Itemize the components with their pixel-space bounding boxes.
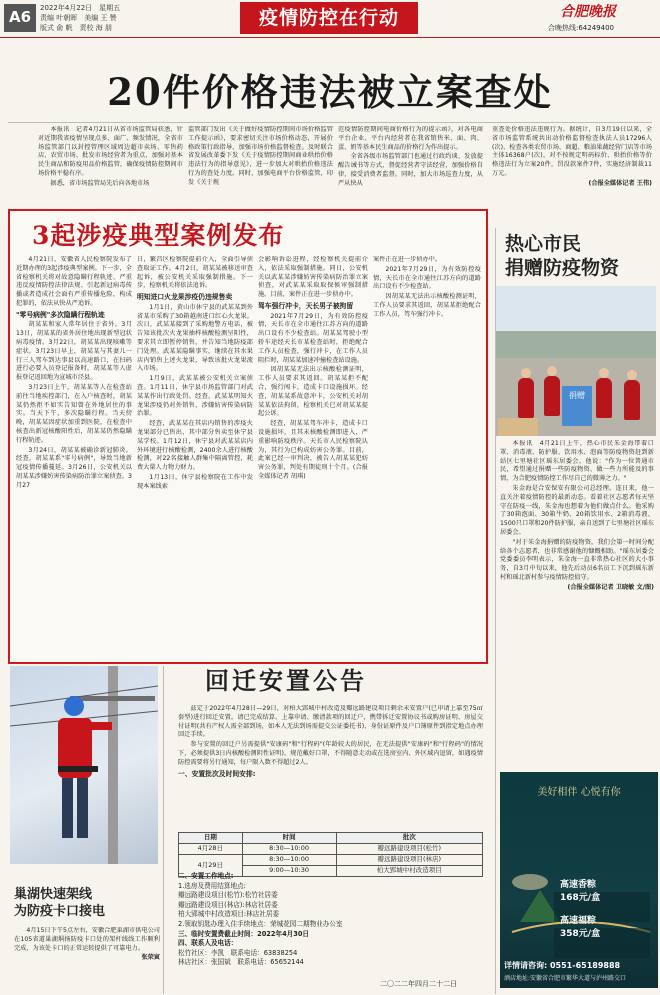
top-article-para: 据悉，省市场监管局先后向各地市场 bbox=[50, 179, 150, 187]
product-price: 168元/盒 bbox=[560, 892, 601, 903]
ad-product-1 bbox=[560, 879, 600, 905]
byline: 张荣寅 bbox=[141, 954, 160, 962]
paragraph: 因胡某某无法出示核酸检测证明，工作人员要求其返回。胡某某拒不配合，强行闯卡，造成卡口设施损坏。经查，胡某某系故意冲卡，公安机关对胡某某依法拘留，检察机关已对胡某某提起公诉。 bbox=[258, 366, 368, 418]
paragraph: 1月9日，武某某被公安机关立案侦查。1月11日，休宁县市场监管部门对武某某作出行政处罚。经查，武某某明知火龙果涉疫仍对外销售，涉嫌妨害传染病防治罪。 bbox=[137, 375, 253, 418]
cell: 8:30—10:00 bbox=[242, 855, 336, 866]
header-meta bbox=[40, 3, 120, 33]
cell: 瓣远路建设项目(林店) bbox=[336, 855, 483, 866]
paragraph: "对于朱金海捐赠的防疫物资，我们会第一时间分配给各个志愿者，也非常感谢他的慷慨相助。"瑶东居委会党委委员李明表示，朱金海一直非常热心社区的大小事务，自3月中旬以来，他先后动员6名员工下沉到瑶东新村和瑶北新村参与疫情防控值守。 bbox=[500, 538, 654, 581]
safety-belt bbox=[58, 766, 98, 772]
right-story-title bbox=[505, 232, 655, 280]
detail-line: 四、联系人及电话： bbox=[178, 939, 238, 948]
product-price: 358元/盒 bbox=[560, 928, 601, 939]
paragraph: 会影响诉讼进程，经检察机关提前介入，依法采取强制措施。同日，公安机关以武某某涉嫌妨害传染病防治罪立案侦查，对武某某采取取保候审强制措施。目前，案件正在进一步侦办中。 bbox=[258, 256, 368, 299]
case-subhead: 明知进口火龙果涉疫仍违规售卖 bbox=[137, 293, 233, 302]
column-divider bbox=[163, 666, 164, 994]
schedule-table bbox=[178, 832, 483, 877]
cell: 4月28日 bbox=[179, 844, 243, 855]
pole bbox=[108, 666, 118, 864]
table-row bbox=[179, 844, 483, 855]
cell: 9:00—10:30 bbox=[242, 866, 336, 877]
notice-date: 二〇二二年四月二十二日 bbox=[380, 980, 457, 988]
helmet bbox=[64, 696, 84, 716]
person-figure bbox=[624, 380, 640, 420]
row-divider bbox=[8, 122, 652, 123]
person-figure bbox=[544, 376, 560, 416]
ad-headline: 美好相伴 心悦有你 bbox=[537, 787, 621, 798]
case-col1 bbox=[16, 256, 132, 656]
byline: (合报全媒体记者 卫晓敏 文/图) bbox=[567, 583, 654, 591]
notice-title: 回迁安置公告 bbox=[205, 666, 367, 695]
schedule-heading: 一、安置批次及时间安排: bbox=[178, 769, 256, 778]
case-subhead: "零号病例"多次隐瞒行程轨迹 bbox=[16, 310, 105, 319]
table-row bbox=[179, 855, 483, 866]
top-article-para: 本报讯 记者4月21日从省市场监管局获悉，针对近期我省疫情呈现点多、面广、频发情况，全省市场监管部门以封控管理区域周边超市卖场、零售药店、农贸市场、批发市场经营者为重点，加强对基本民生商品和防疫用品价格监管，确保疫情防控期间市场价格平稳有序。 bbox=[38, 126, 183, 177]
paragraph: 日，繁昌区检察院提前介入，全面引导侦查取证工作。4月2日，胡某某被移送审查起诉，被公安机关采取强制措施。下一步，检察机关将依法追诉。 bbox=[137, 256, 253, 290]
issue-date: 2022年4月22日 星期五 bbox=[40, 4, 121, 12]
cell: 4月29日 bbox=[179, 855, 243, 877]
title-line: 为防疫卡口接电 bbox=[14, 904, 106, 919]
person-figure bbox=[518, 378, 534, 418]
title-line: 捐赠防疫物资 bbox=[505, 257, 620, 279]
notice-details bbox=[178, 872, 483, 968]
paragraph: 1月13日，休宁县检察院在工作中发现本案线索 bbox=[137, 473, 253, 490]
ad-phone: 详情请咨询: 0551-65189888 bbox=[504, 961, 621, 970]
supply-boxes bbox=[498, 418, 538, 436]
hotline: 合晚热线:64249400 bbox=[548, 24, 614, 32]
cell: 8:30—10:00 bbox=[242, 844, 336, 855]
cell: 柏大郢城中村改造项目 bbox=[336, 866, 483, 877]
person-figure bbox=[596, 378, 612, 418]
paragraph: 3月23日上午，胡某某等人在检查站前往当地疾控部门，在入户核查时，胡某某仍然拒不如实告知曾在外地居住的事实。当天下午，多次隐瞒行程。当天傍晚，胡某某因症状加重到医院，在检查中核查出新冠核酸阳性后，胡某某仍然隐瞒行程轨迹。 bbox=[16, 384, 132, 444]
paragraph: 3月24日，胡某某被确诊新冠肺炎。经查，胡某某系"零号病例"，导致当地新冠疫情传播蔓延。3月26日，公安机关以胡某某涉嫌妨害传染病防治罪立案侦查。3月27 bbox=[16, 446, 132, 489]
top-article-para: 范疫情防控期间电商价格行为的提示函》，对各电商平台企业、平台内经营者在我省销售米、面、肉、蛋、奶等基本民生商品的价格行为作出提示。 bbox=[338, 126, 483, 151]
page-number: A6 bbox=[4, 4, 36, 32]
layout-credits: 版式 俞 帆 责校 海 朋 bbox=[40, 24, 112, 32]
product-name: 高速香粽 bbox=[560, 880, 597, 890]
lower-left-body bbox=[14, 927, 160, 993]
product-name: 高速福粽 bbox=[560, 916, 597, 926]
paragraph: 本报讯 4月21日上午，热心市民朱金海带着口罩、消毒液、防护服、饮用水、泡面等防疫物资赶到新站区七里塘社区瑶东居委会。他说："作为一位普通市民，希望通过捐赠一些防疫物资，做一些力所能及的事情，为合肥疫情防控工作尽自己的微薄之力。" bbox=[500, 440, 654, 483]
detail-line: 二、安置工作地点: bbox=[178, 872, 234, 880]
main-headline: 20件价格违法被立案查处 bbox=[107, 70, 553, 114]
case-box-title: 3起涉疫典型案例发布 bbox=[32, 221, 285, 250]
notice-body bbox=[178, 705, 483, 823]
crossarm bbox=[70, 696, 155, 701]
paragraph: 1月1日，黄山市休宁县的武某某到外省某市采购了30箱越南进口红心火龙果。次日，武某某接到了采购地警方电话，被告知该批次火龙果抽样核酸检测呈阳性，要求其立即暂停销售，并告知当地防疫部门处理。武某某隐瞒事实，继续在其水果店内销售上述火龙果，导致该批火龙果流入市场。 bbox=[137, 303, 253, 373]
newspaper-logo: 合肥晚报 bbox=[560, 4, 616, 20]
case-col4 bbox=[373, 256, 481, 656]
worker-leg bbox=[62, 778, 73, 838]
cloud-shape bbox=[512, 874, 548, 890]
paragraph: 经查，胡某某驾车冲卡，造成卡口设施损坏，且其未核酸检测即进入，严重影响防疫秩序。天长市人民检察院认为，其行为已构成妨害公务罪。目前，此案已经一审判决，被告人胡某某犯妨害公务罪，判处有期徒刑十个月。(合报全媒体记者 胡琪) bbox=[258, 420, 368, 480]
col-header: 时间 bbox=[242, 833, 336, 844]
paragraph: 兹定于2022年4月28日—29日，对柏大郢城中村改造及瓣远路建设项目剩余未安置户(已申请上靠至75㎡套型)进行回迁安置。请已完成结算、上靠申请、缴清款项的回迁户，携带拆迁安置协议书或购房证明、房屋交付证明(共有产权人需全部到场，如本人无法到场需提交公证委托书)、身份证原件及户口簿原件到指定地点办理回迁手续。 bbox=[178, 705, 483, 739]
detail-line: 三、临时安置费截止时间：2022年4月30日 bbox=[178, 929, 310, 938]
paragraph: 胡某某和家人常年居住于省外。3月13日，胡某某的省外居住地出现新型冠状病毒疫情。3月22日，胡某某出现咳嗽等症状。3月23日早上，胡某某与其妻儿一行三人驾车到达事县以高速路口，在扫码进行必要入员登记报备时，胡某某等人虚报登记返回地为宣城市泾县。 bbox=[16, 321, 132, 382]
detail-line: 瓣远路建设项目(松竹):松竹社居委 bbox=[178, 891, 278, 900]
detail-line: 2.领取钥匙办理入住手续地点：荣城花园二期物业办公室 bbox=[178, 919, 343, 928]
paragraph: 2021年7月29日，为有效防控疫情，天长市在全市通往江苏方向的道路出口设有不少检查站。 bbox=[373, 265, 481, 291]
cell: 瓣远路建设项目(松竹) bbox=[336, 844, 483, 855]
top-article-para: 重查处价格违法违规行为。据统计，自3月19日以来，全省市场监管系统共出动价格监督检查执法人员17296人(次)，检查各类农贸市场、商超、粮油果蔬经营门店等市场主体16368户(次)，对不按规定明码标价、哄抬价格等价格违法行为立案20件，罚没款案件7件，实施经济制裁11万元。 bbox=[492, 126, 652, 177]
case-col3 bbox=[258, 256, 368, 656]
title-line: 巢湖快速架线 bbox=[14, 887, 93, 902]
top-article-para: 监管部门发出《关于做好疫情防控期间市场价格监管工作提示函》，要求密切关注市场价格动态，开展价格政策行政指导，加强市场价格监督检查。及时联合省发展改革委下发《关于疫情防控期间商业哄抬价格违法行为的指导意见》，进一步加大对哄抬价格违法行为的查处力度。同时，加强电商平台价格监管，印发《关于规 bbox=[188, 126, 333, 186]
col-header: 批次 bbox=[336, 833, 483, 844]
column-divider bbox=[495, 228, 496, 994]
paragraph: 4月21日，安徽省人民检察院发布了近期办理的3起涉疫典型案例。下一步，全省检察机关将对故意隐瞒行程轨迹、严重违反疫情防控法律法规、引起新冠病毒传播或者造成社会面有严重传播危险，构成犯罪的，依法从快从严追诉。 bbox=[16, 256, 132, 307]
detail-line: 松竹社区：李凯 联系电话：63838254 bbox=[178, 948, 298, 957]
ad-product-2 bbox=[560, 915, 600, 941]
detail-line: 林店社区：张国斌 联系电话：65652144 bbox=[178, 958, 304, 967]
case-subhead: 驾车强行冲卡，天长男子被拘留 bbox=[258, 301, 354, 310]
paragraph: 朱金海是合安保安有限公司总经理。连日来，他一直关注着疫情防控的最新动态。看着社区志愿者每天坚守在防疫一线，朱金海也想着为他们做点什么。他采购了30箱泡面、30箱牛奶、20箱饮用水、2箱消毒液、1500只口罩和20件防护服，亲自送到了七里塘社区瑶东居委会。 bbox=[500, 484, 654, 536]
title-line: 热心市民 bbox=[505, 233, 582, 255]
section-banner: 疫情防控在行动 bbox=[240, 2, 418, 34]
lower-left-title bbox=[14, 886, 160, 920]
lineman-photo bbox=[10, 666, 158, 864]
paragraph: 因胡某某无法出示核酸检测证明，工作人员要求其返回，胡某某拒绝配合工作人员，驾车强行冲卡。 bbox=[373, 293, 481, 318]
worker-leg bbox=[77, 778, 88, 838]
donation-sign: 捐赠 bbox=[562, 386, 592, 426]
col-header: 日期 bbox=[179, 833, 243, 844]
paragraph: 经查，武某某在其店内销售的涉疫火龙果部分已售出，其中部分售卖至休宁县某学校。1月12日，休宁县对武某某店内外环境进行核酸检测，2400余人进行核酸检测，对22名接触人群集中隔离管控，耗费大量人力物力财力。 bbox=[137, 420, 253, 472]
top-article-para: 全省各级市场监管部门也通过行政约谈、发放提醒告诫书等方式，督促经营者守法经营，加强价格自律，接受消费者监督。同时，加大市场巡查力度，从严从快从 bbox=[338, 153, 483, 187]
ad-address: 酒店地址:安徽省合肥市繁华大道与泸州路交口 bbox=[504, 975, 627, 982]
paragraph: 2021年7月29日，为有效防控疫情，天长市在全市通往江苏方向的道路出口设有不少检查站。胡某某驾驶小型轿车途经天长市某检查站时，拒绝配合工作人员检查，强行冲卡，在工作人员阻拦时，胡某某加速冲撞检查站设施。 bbox=[258, 312, 368, 364]
editor-credits: 责编 叶朝晖 美编 王 赞 bbox=[40, 14, 117, 22]
byline: (合报全媒体记者 王伟) bbox=[588, 179, 652, 187]
donation-photo bbox=[496, 286, 656, 436]
paragraph: 4月15日下午5点左右，安徽合肥巢湖市供电公司在105省道巢湖烔扬防疫卡口处的架杆线线工作顺利完成，为该处卡口的正常运转提供了可靠电力。 bbox=[14, 927, 160, 952]
paragraph: 参与安置的回迁户另需提供"安康码"和"行程码"(年龄较大的居民，在无法提供"安康码"和"行程码"的情况下，必须提供3日内核酸检测阴性证明)，规范戴好口罩，不得随意走动或在选房室内、外区域内逗留，如遇疫情防控需要将另行通知，每户限入数不得超过2人。 bbox=[178, 741, 483, 766]
top-article-col4 bbox=[492, 126, 652, 224]
utility-pole-illustration bbox=[10, 666, 158, 864]
detail-line: 1.选房及费用结算地点: bbox=[178, 881, 246, 890]
detail-line: 瓣远路建设项目(林店):林店社居委 bbox=[178, 900, 278, 909]
detail-line: 柏大郢城中村改造项目:林店社居委 bbox=[178, 910, 280, 919]
case-col2 bbox=[137, 256, 253, 656]
worker-arm bbox=[88, 722, 112, 730]
paragraph: 案件正在进一步侦办中。 bbox=[373, 256, 442, 263]
right-story-body bbox=[500, 440, 654, 750]
